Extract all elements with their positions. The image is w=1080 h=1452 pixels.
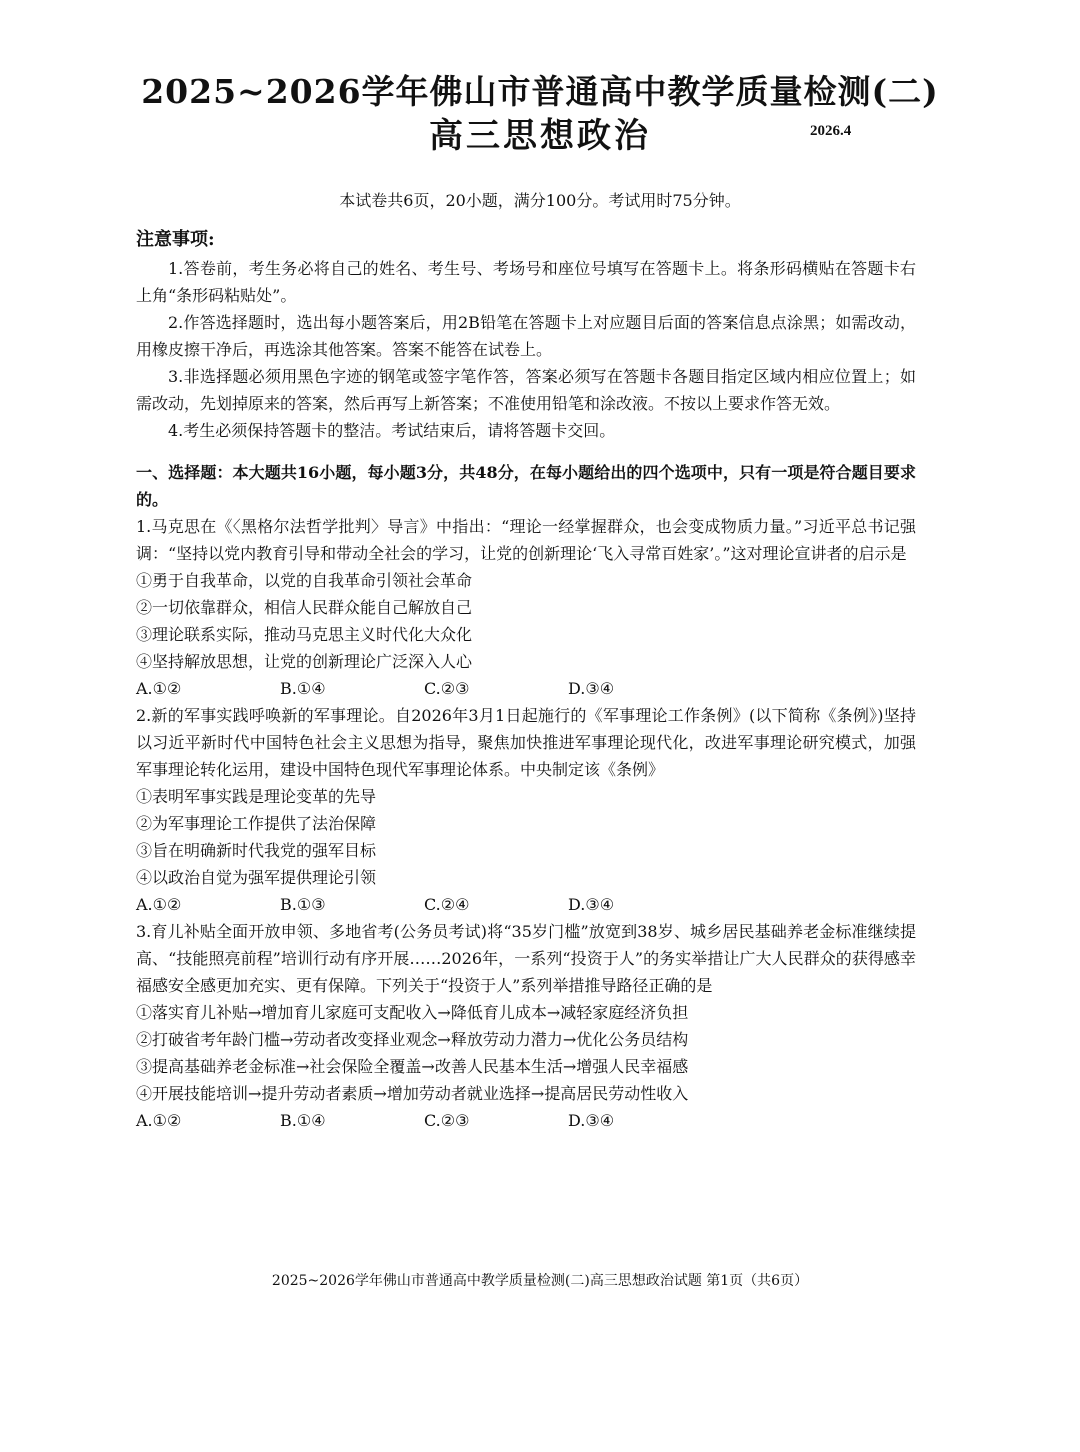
- question-item: ②为军事理论工作提供了法治保障: [136, 814, 377, 833]
- answer-options: [136, 1107, 916, 1134]
- notice-item: 2.作答选择题时，选出每小题答案后，用2B铅笔在答题卡上对应题目后面的答案信息点涂黑；如需改动，用橡皮擦干净后，再选涂其他答案。答案不能答在试卷上。: [136, 313, 916, 359]
- answer-options: [136, 675, 916, 702]
- option-c: C.②③: [424, 1111, 470, 1130]
- option-d: D.③④: [568, 679, 615, 698]
- question-item: ③旨在明确新时代我党的强军目标: [136, 841, 377, 860]
- notice-title: 注意事项:: [136, 229, 215, 250]
- exam-title: 2025~2026学年佛山市普通高中教学质量检测(二): [141, 72, 939, 111]
- exam-date: 2026.4: [810, 123, 852, 139]
- option-d: D.③④: [568, 895, 615, 914]
- notice-item: 1.答卷前，考生务必将自己的姓名、考生号、考场号和座位号填写在答题卡上。将条形码横贴在答题卡右上角“条形码粘贴处”。: [136, 259, 916, 305]
- option-c: C.②③: [424, 679, 470, 698]
- question-item: ②打破省考年龄门槛→劳动者改变择业观念→释放劳动力潜力→优化公务员结构: [136, 1030, 689, 1049]
- question-stem: 2.新的军事实践呼唤新的军事理论。自2026年3月1日起施行的《军事理论工作条例》(以下简称《条例》)坚持以习近平新时代中国特色社会主义思想为指导，聚焦加快推进军事理论现代化，改进军事理论研究模式，加强军事理论转化运用，建设中国特色现代军事理论体系。中央制定该《条例》: [136, 706, 916, 779]
- option-b: B.①④: [280, 1111, 326, 1130]
- option-a: A.①②: [136, 1111, 182, 1130]
- question-item: ②一切依靠群众，相信人民群众能自己解放自己: [136, 598, 473, 617]
- question-item: ①落实育儿补贴→增加育儿家庭可支配收入→降低育儿成本→减轻家庭经济负担: [136, 1003, 689, 1022]
- question-item: ①勇于自我革命，以党的自我革命引领社会革命: [136, 571, 473, 590]
- section-heading: 一、选择题：本大题共16小题，每小题3分，共48分，在每小题给出的四个选项中，只有一项是符合题目要求的。: [136, 463, 916, 509]
- question-stem: 3.育儿补贴全面开放申领、多地省考(公务员考试)将“35岁门槛”放宽到38岁、城乡居民基础养老金标准继续提高、“技能照亮前程”培训行动有序开展……2026年，一系列“投资于人”的务实举措让广大人民群众的获得感幸福感安全感更加充实、更有保障。下列关于“投资于人”系列举措推导路径正确的是: [136, 922, 916, 995]
- option-b: B.①④: [280, 679, 326, 698]
- option-a: A.①②: [136, 679, 182, 698]
- answer-options: [136, 891, 916, 918]
- option-c: C.②④: [424, 895, 470, 914]
- option-d: D.③④: [568, 1111, 615, 1130]
- question-item: ④坚持解放思想，让党的创新理论广泛深入人心: [136, 652, 473, 671]
- question-item: ①表明军事实践是理论变革的先导: [136, 787, 377, 806]
- page-footer: 2025~2026学年佛山市普通高中教学质量检测(二)高三思想政治试题 第1页（共6页）: [271, 1273, 809, 1289]
- question-item: ④开展技能培训→提升劳动者素质→增加劳动者就业选择→提高居民劳动性收入: [136, 1084, 689, 1103]
- option-a: A.①②: [136, 895, 182, 914]
- option-b: B.①③: [280, 895, 326, 914]
- question-stem: 1.马克思在《〈黑格尔法哲学批判〉导言》中指出：“理论一经掌握群众，也会变成物质力量。”习近平总书记强调：“坚持以党内教育引导和带动全社会的学习，让党的创新理论‘飞入寻常百姓家’。”这对理论宣讲者的启示是: [136, 517, 916, 563]
- exam-content: [136, 226, 916, 1134]
- question-item: ④以政治自觉为强军提供理论引领: [136, 868, 377, 887]
- notice-item: 3.非选择题必须用黑色字迹的钢笔或签字笔作答，答案必须写在答题卡各题目指定区域内相应位置上；如需改动，先划掉原来的答案，然后再写上新答案；不准使用铅笔和涂改液。不按以上要求作答无效。: [136, 367, 916, 413]
- question-item: ③提高基础养老金标准→社会保险全覆盖→改善人民基本生活→增强人民幸福感: [136, 1057, 689, 1076]
- notice-item: 4.考生必须保持答题卡的整洁。考试结束后，请将答题卡交回。: [168, 421, 616, 440]
- question-item: ③理论联系实际，推动马克思主义时代化大众化: [136, 625, 473, 644]
- subject-title: 高三思想政治: [429, 116, 651, 156]
- exam-info: 本试卷共6页，20小题，满分100分。考试用时75分钟。: [339, 191, 741, 210]
